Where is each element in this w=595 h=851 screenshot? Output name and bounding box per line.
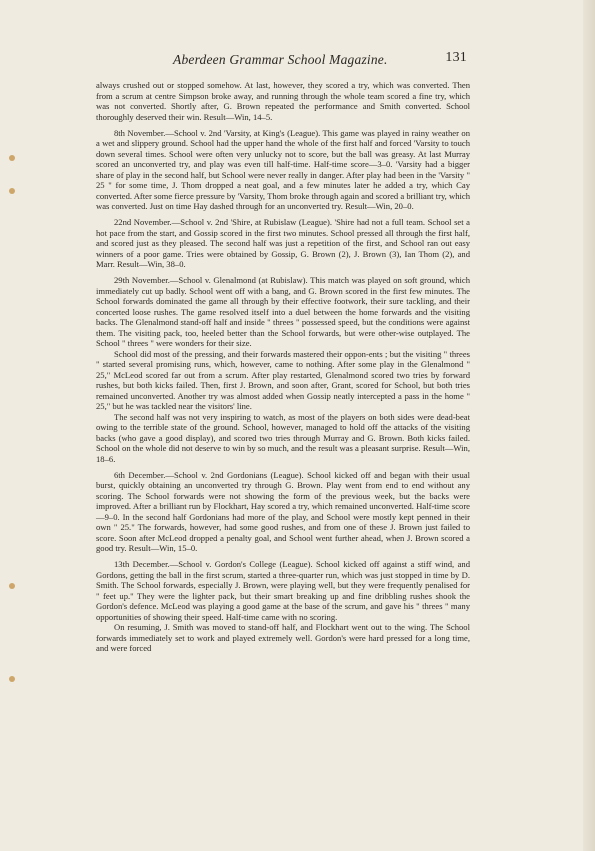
paragraph-match-22-november: 22nd November.—School v. 2nd 'Shire, at Rubislaw (League). 'Shire had not a full team. School set a hot pace from the start, and Gossip scored in the first two minutes. School pressed all through the first half, and scored just as they pleased. The second half was just a repetition of the first, and School ran out easy winners of a poor game. Tries were obtained by Gossip, G. Brown (2), J. Brown (3), Ian Thom (2), and Marr. Result—Win, 38–0. [96, 217, 470, 269]
paragraph-glenalmond-first-half: School did most of the pressing, and their forwards mastered their oppon-ents ; but the visiting " threes " started several promising runs, which, however, came to nothing. After some play in the Glenalmond " 25," McLeod scored far out from a scrum. After play restarted, Glenalmond scored two tries by forward rushes, but both kicks failed. Then, first J. Brown, and soon after, Grant, scored for School, but both tries remained unconverted. Another try was almost added when Gossip neatly intercepted a pass in the home " 25," but he was tackled near the visitors' line. [96, 348, 470, 411]
paragraph-match-13-december: 13th December.—School v. Gordon's College (League). School kicked off against a stiff wind, and Gordons, getting the ball in the first scrum, started a three-quarter run, which was just stopped in time by D. Smith. The School forwards, especially J. Brown, were playing well, but they were frequently penalised for " feet up." They were the lighter pack, but their smart breaking up and fine dribbling rushes shook the Gordon's defence. McLeod was playing a good game at the base of the scrum, and gave his " threes " many opportunities of showing their speed. Half-time came with no scoring. [96, 559, 470, 622]
binding-hole-mark [9, 583, 15, 589]
paragraph-match-6-december: 6th December.—School v. 2nd Gordonians (League). School kicked off and began with their usual burst, quickly obtaining an unconverted try through G. Brown. Play went from end to end without any scoring. The School forwards were not showing the form of the previous week, but the backs were improved. After a brilliant run by Flockhart, Hay scored a try, which remained unconverted. Half-time score—9–0. In the second half Gordonians had more of the play, and School were mostly kept penned in their own " 25." The forwards, however, had some good rushes, and from one of these J. Brown just failed to score. Soon after McLeod dropped a penalty goal, and School went further ahead, when J. Brown scored a good try. Result—Win, 15–0. [96, 469, 470, 553]
binding-hole-mark [9, 155, 15, 161]
paragraph-continuation: always crushed out or stopped somehow. At last, however, they scored a try, which was converted. Then from a scrum at centre Simpson broke away, and running through the whole team scored a fine try, which was not converted. Shortly after, G. Brown repeated the performance and Smith converted. School thoroughly deserved their win. Result—Win, 14–5. [96, 80, 470, 122]
page-edge [583, 0, 595, 851]
binding-hole-mark [9, 188, 15, 194]
running-header [95, 50, 475, 72]
paragraph-gordons-resuming: On resuming, J. Smith was moved to stand-off half, and Flockhart went out to the wing. The School forwards immediately set to work and played extremely well. Gordon's were hard pressed for a long time, and were forced [96, 622, 470, 653]
paragraph-match-8-november: 8th November.—School v. 2nd 'Varsity, at King's (League). This game was played in rainy weather on a wet and slippery ground. School had the upper hand the whole of the first half and forced 'Varsity to touch down several times. School were often very unlucky not to score, but the ball was greasy. At last Murray scored an unconverted try, and play was even till half-time. Half-time score—3–0. 'Varsity had a bigger share of play in the second half, but School were never really in danger. After play had been in the 'Varsity " 25 " for some time, J. Thom dropped a neat goal, and a few minutes later he added a try, which Cay converted. After some fierce pressure by 'Varsity, Thom broke through again and scored a brilliant try, which was converted. Just on time Hay dashed through for an unconverted try. Result—Win, 20–0. [96, 127, 470, 211]
article-body [96, 80, 470, 659]
paragraph-glenalmond-second-half: The second half was not very inspiring to watch, as most of the players on both sides were dead-beat owing to the terrible state of the ground. School, however, managed to hold off the attacks of the visiting backs (who gave a good display), and scored two tries through Murray and G. Brown. Both kicks failed. School on the whole did not deserve to win by so much, and the result was a pleasant surprise. Result—Win, 18–6. [96, 411, 470, 464]
page-number: 131 [445, 50, 467, 65]
paragraph-match-29-november: 29th November.—School v. Glenalmond (at Rubislaw). This match was played on soft ground, which immediately cut up badly. School went off with a bang, and G. Brown scored in the first few minutes. The School forwards dominated the game all through by their effective footwork, their sure tackling, and their concerted loose rushes. The game resolved itself into a duel between the home forwards and the visiting backs. The Glenalmond stand-off half and inside " threes " possessed speed, but the conditions were against them. The visiting pack, too, heeled better than the School forwards, but were other-wise outplayed. The School " threes " were wonders for their size. [96, 275, 470, 348]
binding-hole-mark [9, 676, 15, 682]
magazine-title: Aberdeen Grammar School Magazine. [173, 52, 388, 67]
